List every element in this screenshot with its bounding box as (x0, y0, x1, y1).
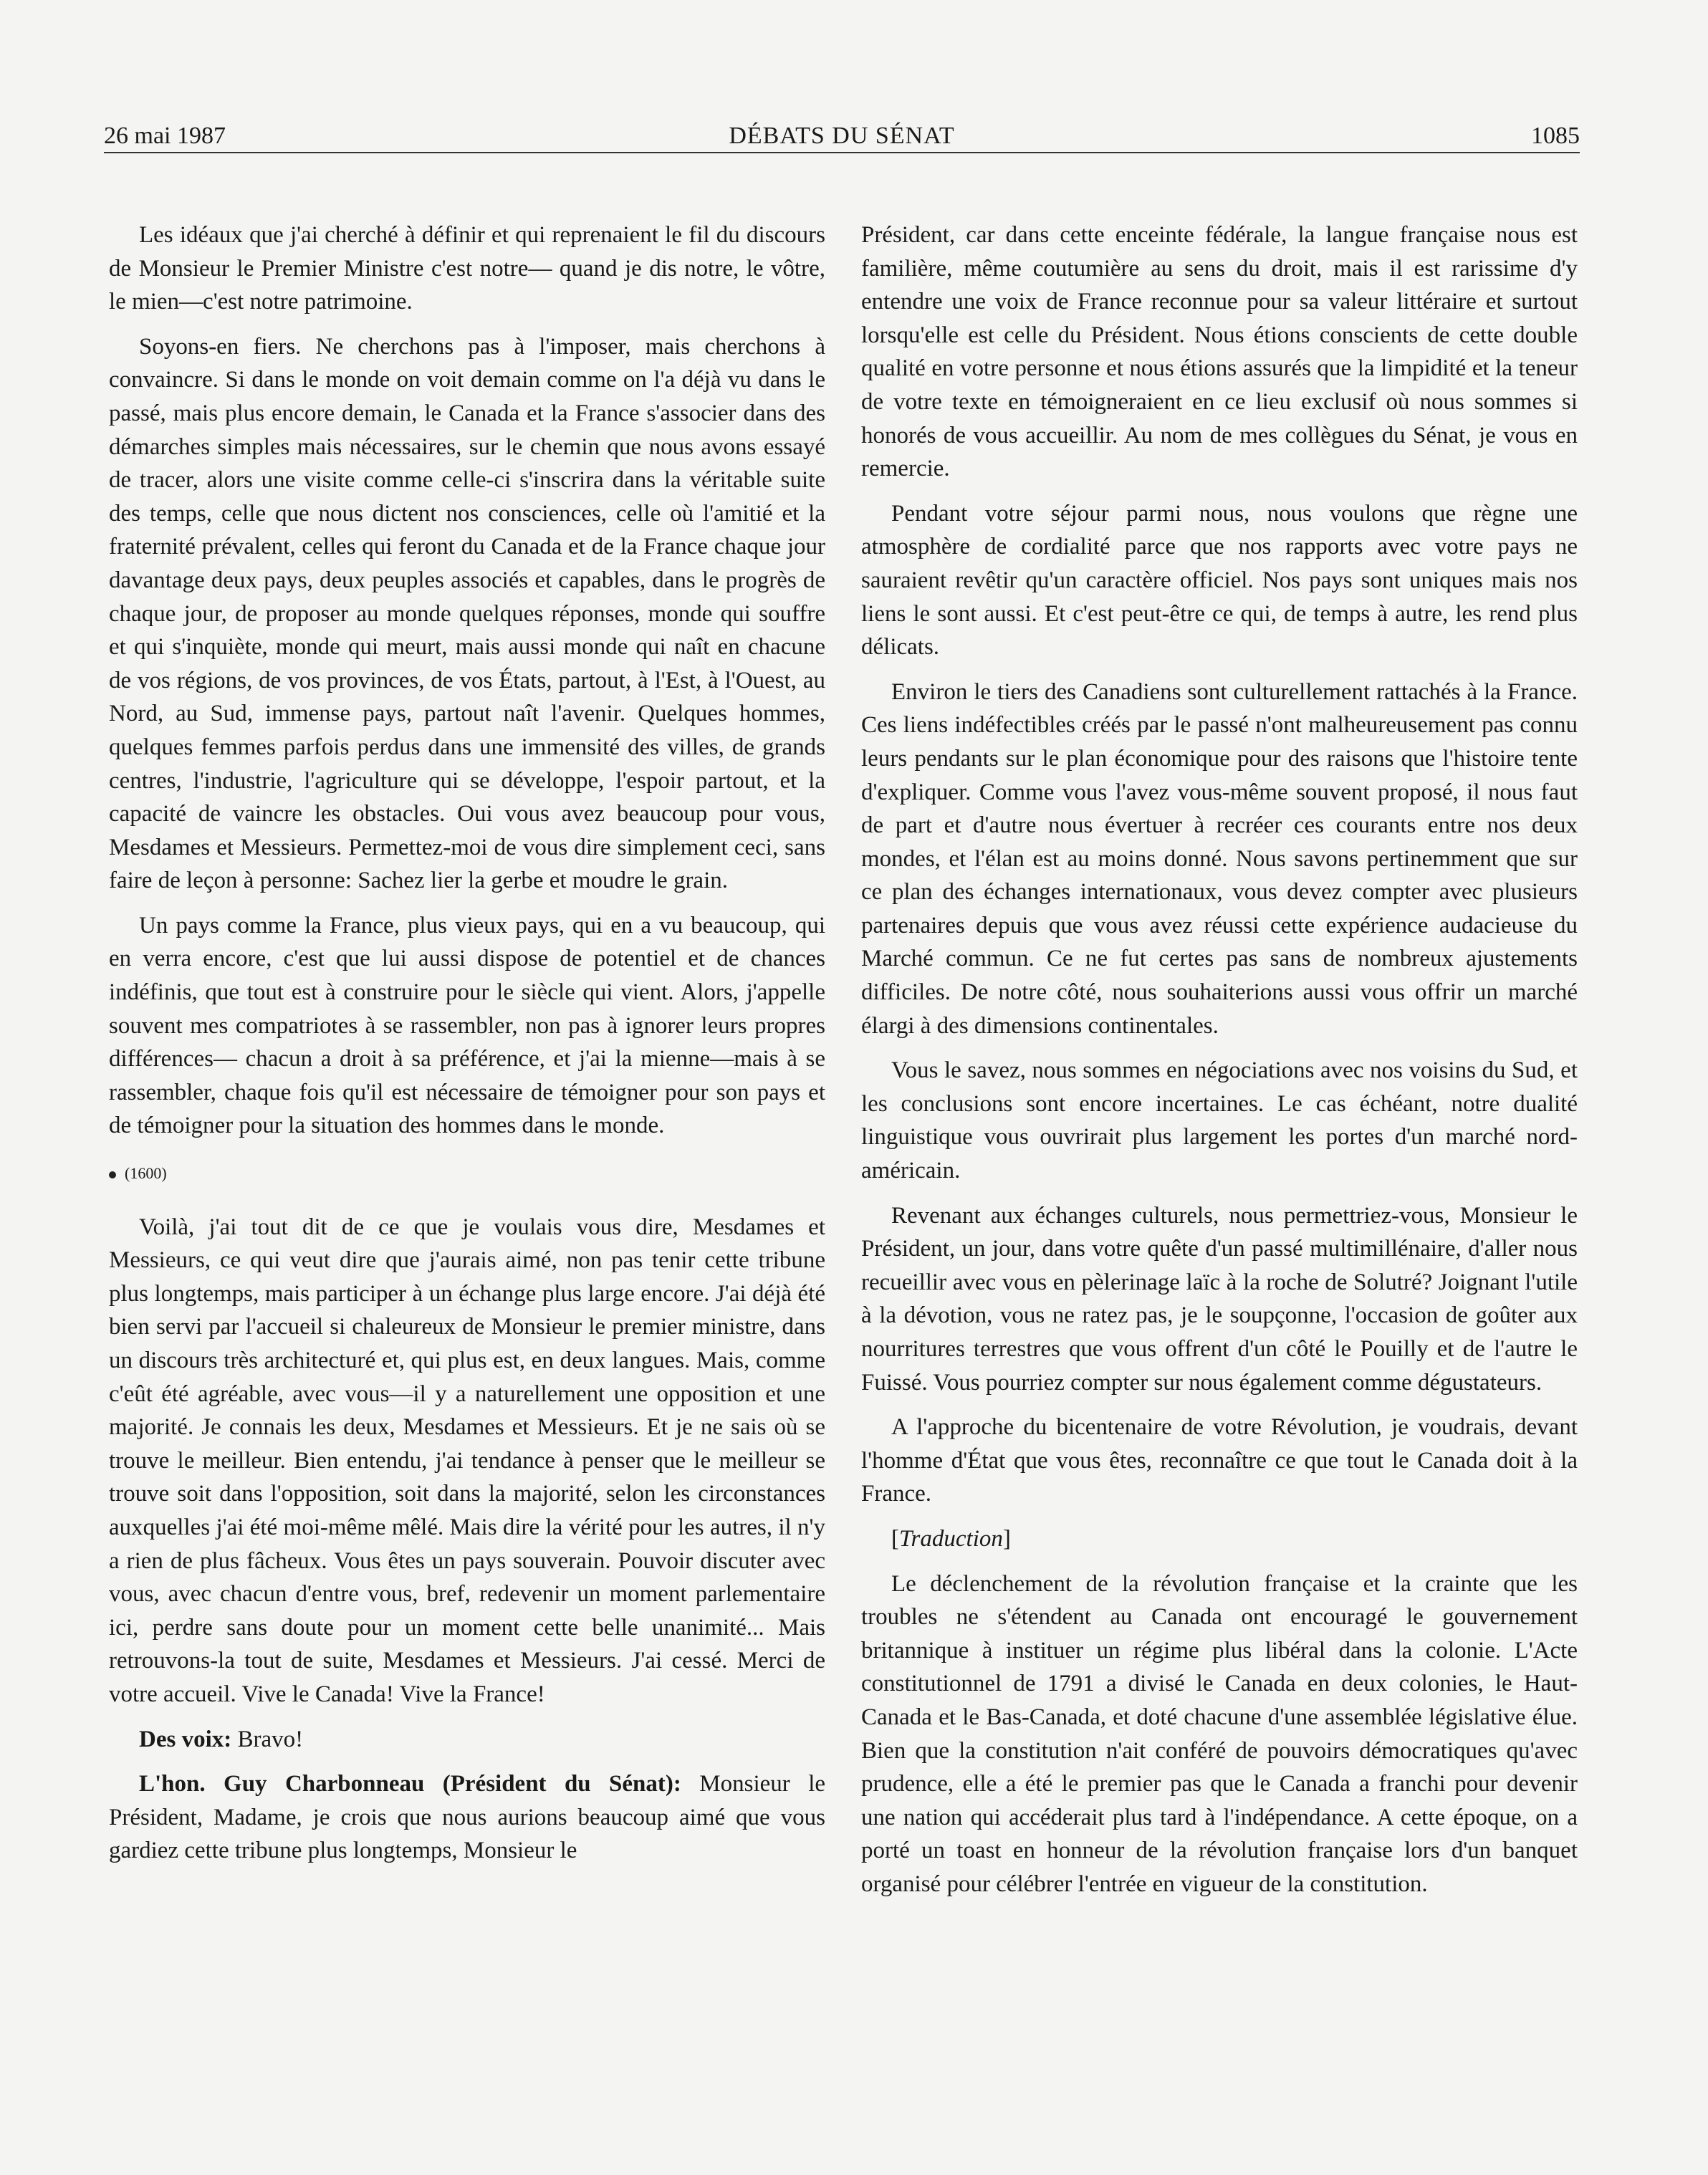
paragraph: Soyons-en fiers. Ne cherchons pas à l'imposer, mais cherchons à convaincre. Si dans le monde on voit demain comme on l'a déjà vu dans le passé, mais plus encore demain, le Canada et la France s'associer dans des démarches simples mais nécessaires, sur le chemin que nous avons essayé de tracer, alors une visite comme celle-ci s'inscrira dans la véritable suite des temps, celle que nous dictent nos consciences, celle où l'amitié et la fraternité prévalent, celles qui feront du Canada et de la France chaque jour davantage deux pays, deux peuples associés et capables, dans le progrès de chaque jour, de proposer au monde quelques réponses, monde qui souffre et qui s'inquiète, monde qui meurt, mais aussi monde qui naît en chacune de vos régions, de vos provinces, de vos États, partout, à l'Est, à l'Ouest, au Nord, au Sud, immense pays, partout naît l'avenir. Quelques hommes, quelques femmes parfois perdus dans une immensité des villes, de grands centres, l'industrie, l'agriculture qui se développe, l'espoir partout, et la capacité de vaincre les obstacles. Oui vous avez beaucoup pour vous, Mesdames et Messieurs. Permettez-moi de vous dire simplement ceci, sans faire de leçon à personne: Sachez lier la gerbe et moudre le grain. (109, 333, 825, 894)
left-column (109, 219, 825, 1879)
speaker-text: Monsieur le Président, Madame, je crois que nous aurions beaucoup aimé que vous gardiez cette tribune plus longtemps, Monsieur le (109, 1771, 826, 1864)
speaker-paragraph (109, 1723, 825, 1757)
speaker-text: Bravo! (237, 1726, 304, 1752)
paragraph: Le déclenchement de la révolution française et la crainte que les troubles ne s'étendent au Canada ont encouragé le gouvernement britannique à instituer un régime plus libéral dans la colonie. L'Acte constitutionnel de 1791 a divisé le Canada en deux colonies, le Haut-Canada et le Bas-Canada, et doté chacune d'une assemblée législative élue. Bien que la constitution n'ait conféré de pouvoirs démocratiques qu'avec prudence, elle a été le premier pas que le Canada a franchi pour devenir une nation qui accéderait plus tard à l'indépendance. A cette époque, on a porté un toast en honneur de la révolution française lors d'un banquet organisé pour célébrer l'entrée en vigueur de la constitution. (861, 1570, 1578, 1897)
header-rule (104, 152, 1580, 153)
time-marker-label: (1600) (125, 1164, 167, 1183)
header-page-number: 1085 (1531, 123, 1580, 149)
speaker-paragraph (109, 1767, 825, 1868)
header-title: DÉBATS DU SÉNAT (729, 123, 955, 149)
translation-label-text: Traduction (899, 1525, 1003, 1552)
paragraph: Revenant aux échanges culturels, nous permettriez-vous, Monsieur le Président, un jour, dans votre quête d'un passé multimillénaire, d'aller nous recueillir avec vous en pèlerinage laïc à la roche de Solutré? Joignant l'utile à la dévotion, vous ne ratez pas, je le soupçonne, l'occasion de goûter aux nourritures terrestres que vous offrent d'un côté le Pouilly et de l'autre le Fuissé. Vous pourriez compter sur nous également comme dégustateurs. (861, 1202, 1578, 1396)
paragraph: Voilà, j'ai tout dit de ce que je voulais vous dire, Mesdames et Messieurs, ce qui veut dire que j'aurais aimé, non pas tenir cette tribune plus longtemps, mais participer à un échange plus large encore. J'ai déjà été bien servi par l'accueil si chaleureux de Monsieur le premier ministre, dans un discours très architecturé et, qui plus est, en deux langues. Mais, comme c'eût été agréable, avec vous—il y a naturellement une opposition et une majorité. Je connais les deux, Mesdames et Messieurs. Et je ne sais où se trouve le meilleur. Bien entendu, j'ai tendance à penser que le meilleur se trouve soit dans l'opposition, soit dans la majorité, selon les circonstances auxquelles j'ai été moi-même mêlé. Mais dire la vérité pour les autres, il n'y a rien de plus fâcheux. Vous êtes un pays souverain. Pouvoir discuter avec vous, avec chacun d'entre vous, bref, redevenir un moment parlementaire ici, perdre sans doute pour un moment cette belle unanimité... Mais retrouvons-la tout de suite, Mesdames et Messieurs. J'ai cessé. Merci de votre accueil. Vive le Canada! Vive la France! (109, 1214, 825, 1707)
bullet-icon (109, 1171, 116, 1178)
translation-label: [Traduction] (891, 1525, 1011, 1552)
paragraph: Vous le savez, nous sommes en négociations avec nos voisins du Sud, et les conclusions sont encore incertaines. Le cas échéant, notre dualité linguistique vous ouvrirait plus largement les portes d'un marché nord-américain. (861, 1057, 1578, 1184)
paragraph: Les idéaux que j'ai cherché à définir et qui reprenaient le fil du discours de Monsieur le Premier Ministre c'est notre— quand je dis notre, le vôtre, le mien—c'est notre patrimoine. (109, 222, 825, 315)
time-marker (109, 1157, 825, 1191)
paragraph: Pendant votre séjour parmi nous, nous voulons que règne une atmosphère de cordialité parce que nos rapports avec votre pays ne sauraient revêtir qu'un caractère officiel. Nos pays sont uniques mais nos liens le sont aussi. Et c'est peut-être ce qui, de temps à autre, les rend plus délicats. (861, 500, 1578, 661)
header-date: 26 mai 1987 (104, 123, 226, 149)
paragraph: Environ le tiers des Canadiens sont culturellement rattachés à la France. Ces liens indéfectibles créés par le passé n'ont malheureusement pas connu leurs pendants sur le plan économique pour des raisons que l'histoire tente d'expliquer. Comme vous l'avez vous-même souvent proposé, il nous faut de part et d'autre nous évertuer à recréer ces courants entre nos deux mondes, et l'élan est au moins donné. Nous savons pertinemment que sur ce plan des échanges internationaux, vous devez compter avec plusieurs partenaires depuis que vous avez réussi cette expérience audacieuse du Marché commun. Ce ne fut certes pas sans de nombreux ajustements difficiles. De notre côté, nous souhaiterions aussi vous offrir un marché élargi à des dimensions continentales. (861, 678, 1578, 1039)
paragraph: A l'approche du bicentenaire de votre Révolution, je voudrais, devant l'homme d'État que vous êtes, reconnaître ce que tout le Canada doit à la France. (861, 1414, 1578, 1507)
page-header (104, 118, 1580, 154)
speaker-name: L'hon. Guy Charbonneau (Président du Sénat): (139, 1771, 681, 1797)
speaker-name: Des voix: (139, 1726, 232, 1752)
paragraph: Président, car dans cette enceinte fédérale, la langue française nous est familière, même coutumière au sens du droit, mais il est rarissime d'y entendre une voix de France reconnue pour sa valeur littéraire et surtout lorsqu'elle est celle du Président. Nous étions conscients de cette double qualité en votre personne et nous étions assurés que la limpidité et la teneur de votre texte en témoigneraient en ce lieu exclusif où nous sommes si honorés de vous accueillir. Au nom de mes collègues du Sénat, je vous en remercie. (861, 222, 1578, 482)
right-column (861, 219, 1578, 1913)
paragraph: Un pays comme la France, plus vieux pays, qui en a vu beaucoup, qui en verra encore, c'est que lui aussi dispose de potentiel et de chances indéfinis, que tout est à construire pour le siècle qui vient. Alors, j'appelle souvent mes compatriotes à se rassembler, non pas à ignorer leurs propres différences— chacun a droit à sa préférence, et j'ai la mienne—mais à se rassembler, chaque fois qu'il est nécessaire de témoigner pour son pays et de témoigner pour la situation des hommes dans le monde. (109, 912, 825, 1139)
